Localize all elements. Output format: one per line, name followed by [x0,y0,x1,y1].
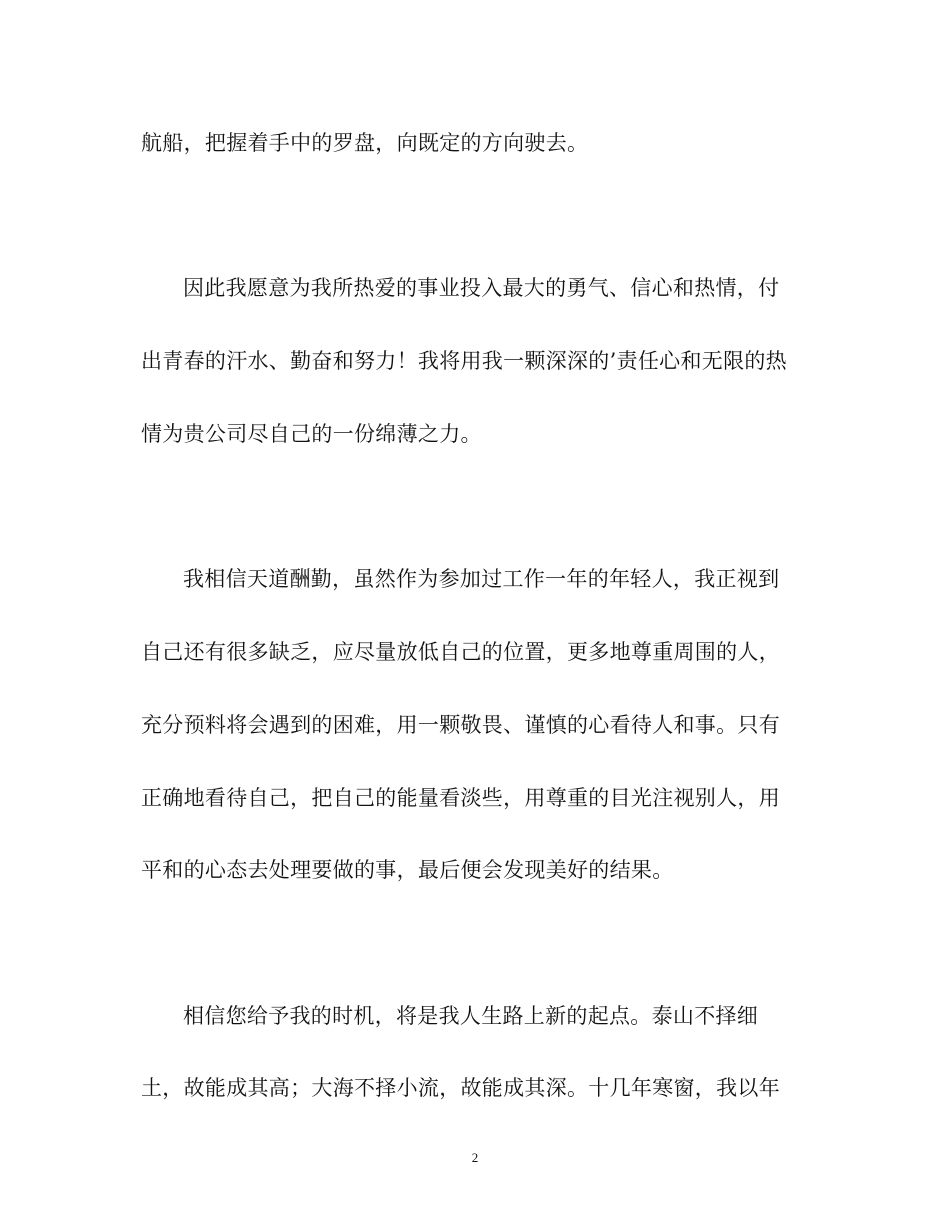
text-line: 自己还有很多缺乏，应尽量放低自己的位置，更多地尊重周围的人， [141,640,780,664]
text-line: 充分预料将会遇到的困难，用一颗敬畏、谨慎的心看待人和事。只有 [141,713,780,737]
text-line: 土，故能成其高；大海不择小流，故能成其深。十几年寒窗，我以年 [141,1076,780,1100]
paragraph-first-line: 相信您给予我的时机，将是我人生路上新的起点。泰山不择细 [183,1004,759,1028]
text-line: 情为贵公司尽自己的一份绵薄之力。 [141,422,482,446]
page-number: 2 [471,1150,479,1165]
text-line: 平和的心态去处理要做的事，最后便会发现美好的结果。 [141,858,674,882]
text-line: 航船，把握着手中的罗盘，向既定的方向驶去。 [141,131,589,155]
text-line: 正确地看待自己，把自己的能量看淡些，用尊重的目光注视别人，用 [141,786,780,810]
text-line: 出青春的汗水、勤奋和努力！我将用我一颗深深的’责任心和无限的热 [141,349,787,373]
paragraph-first-line: 因此我愿意为我所热爱的事业投入最大的勇气、信心和热情，付 [183,276,780,300]
paragraph-first-line: 我相信天道酬勤，虽然作为参加过工作一年的年轻人，我正视到 [183,567,780,591]
